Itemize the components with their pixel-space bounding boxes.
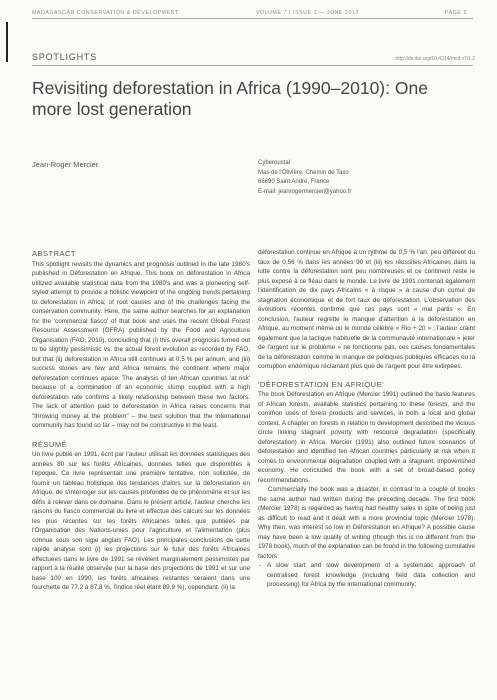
issue-info: VOLUME 7 | ISSUE 1 — JUNE 2012 xyxy=(256,10,359,16)
deforestation-paragraph-1: The book Déforestation en Afrique (Mercier 1991) outlined the basic features of African forests, available statistics pertaining to these forests, and the common uses of forest products and services, in both a local and global context. A chapter on forests in relation to development described the vicious circle linking stagnant poverty with resource degradation (specifically deforestation) in Africa. Mercier (1991) also outlined future scenarios of deforestation and identified ten African countries particularly at risk when it comes to environmental degradation coupled with a stagnant, impoverished economy. He concluded the book with a set of broad-based policy recommendations. xyxy=(258,391,475,484)
resume-continued-text: déforestation continue en Afrique à un rythme de 0,5 % l'an, peu différent du taux de 0,56 % dans les années 90 et (iii) les réussites Africaines dans la lutte contre la déforestation sont peu nombreuses et ce continent reste le plus exposé à ce fléau dans le monde. Le livre de 1991 contenait également l'identification de dix pays Africains « à risque » à cause d'un cumul de stagnation économique et de fort taux de déforestation. L'observation des évolutions récentes confirme que ces pays sont « mal partis ». En conclusion, l'auteur regrette le manque d'attention à la déforestation en Afrique, au moment même ou le monde célèbre « Rio + 20 » ; l'auteur craint également que la tactique habituelle de la communauté internationale « jeter de l'argent sur le problème » ne fonctionne pas, ces causes fondamentales de la déforestation comme le manque de politiques publiques efficaces ou la corruption endémique réclamant plus que de l'argent pour être extirpées. xyxy=(258,249,475,370)
list-item xyxy=(259,561,475,590)
affiliation-line: Cyberoustal xyxy=(258,160,291,166)
resume-heading: RÉSUMÉ xyxy=(32,439,68,449)
section-label: SPOTLIGHTS xyxy=(32,52,98,62)
factor-list xyxy=(258,561,475,590)
section-rule xyxy=(32,65,473,66)
author-name: Jean-Roger Mercier xyxy=(32,160,99,169)
author-email[interactable]: E-mail: jeanrogermercier@yahoo.fr xyxy=(258,188,352,195)
page-edge-mark xyxy=(6,22,8,62)
list-item-text: A slow start and slow development of a systematic approach of centralised forest knowledge (including field data collection and processing) for Africa by the international community; xyxy=(267,562,475,588)
article-title: Revisiting deforestation in Africa (1990–2010): One more lost generation xyxy=(32,78,428,119)
journal-name: MADAGASCAR CONSERVATION & DEVELOPMENT xyxy=(32,10,179,16)
right-column xyxy=(258,248,475,590)
header-rule xyxy=(32,18,473,19)
page-number: PAGE 5 xyxy=(445,10,467,16)
affiliation-line: 66690 Saint André, France xyxy=(258,179,330,185)
deforestation-heading: 'DÉFORESTATION EN AFRIQUE' xyxy=(258,379,385,389)
left-column xyxy=(32,249,250,593)
abstract-heading: ABSTRACT xyxy=(32,249,77,258)
resume-text: Un livre publié en 1991, écrit par l'auteur utilisait les données statistiques des années 80 sur les forêts Africaines, données telles que disponibles à l'époque. Ce livre représentait une première tentative, non sollicitée, de fournir un tableau holistique des tendances d'alors sur la déforestation en Afrique, de s'interroger sur les causes profondes de ce phénomène et sur les défis à relever dans ce domaine. Dans le présent article, l'auteur cherche les raisons du fiasco commercial du livre et effectue des calculs sur les données les plus récentes sur les forêts Africaines telles que publiées par l'Organisation des Nations-unies pour l'agriculture et l'alimentation (plus connue sous son sigle anglais FAO). Les principales conclusions de cette rapide analyse sont (i) les projections sur le futur des forêts Africaines effectuées dans le livre de 1991 se révèlent marginalement pessimistes par rapport à la réalité observée (sur la base des projections de 1991 et sur une base 100 en 1990, les forêts africaines restantes seraient dans une fourchette de 77,2 à 87,8 %, l'indice réel étant 89,9 %), cependant, (ii) la xyxy=(32,451,250,591)
deforestation-paragraph-2: Commercially the book was a disaster, in contrast to a couple of books the same author had written during the preceding decade. The first book (Mercier 1978) is regarded as having had healthy sales in spite of being just as difficult to read and it dealt with a more provincial topic (Mercier 1978). Why then, was interest so low in Déforestation en Afrique? A possible cause may have been a low quality of writing (though this is no different from the 1978 book), much of the explanation can be found in the following cumulative factors: xyxy=(258,486,475,560)
affiliation-line: Mas de l'Olivière, Chemin de Taxo xyxy=(258,169,349,176)
abstract-text: This spotlight revisits the dynamics and prognosis outlined in the late 1980's published in Déforestation en Afrique. This book on deforestation in Africa utilized available statistical data from the 1980's and was a pioneering self-styled attempt to provide a holistic viewpoint of the ongoing trends pertaining to deforestation in Africa; of root causes and of the challenges facing the conservation community. Here, the same author searches for an explanation for the 'commercial fiasco' of that book and uses the recent Global Forest Resource Assessment (GFRA) published by the Food and Agriculture Organisation (FAO, 2010), concluding that (i) this overall prognosis turned out to be slightly pessimistic vs. the actual forest evolution as recorded by FAO, but that (ii) deforestation in Africa still continues at 0.5 % per annum, and (iii) success stories are few and Africa remains the continent where major deforestation continues apace. The analysis of ten African countries 'at risk' because of a combination of an economic slump coupled with a high deforestation rate confirms a likely relationship between these two factors. The lack of attention paid to deforestation in Africa raises concerns that "throwing money at the problem" – the best solution that the international community has found so far – may not be constructive in the least. xyxy=(32,260,250,429)
doi-link[interactable]: http://dx.doi.org/10.4314/mcd.v7i1.2 xyxy=(395,56,475,62)
bullet-dash: - xyxy=(259,562,262,569)
author-affiliation xyxy=(258,159,351,197)
